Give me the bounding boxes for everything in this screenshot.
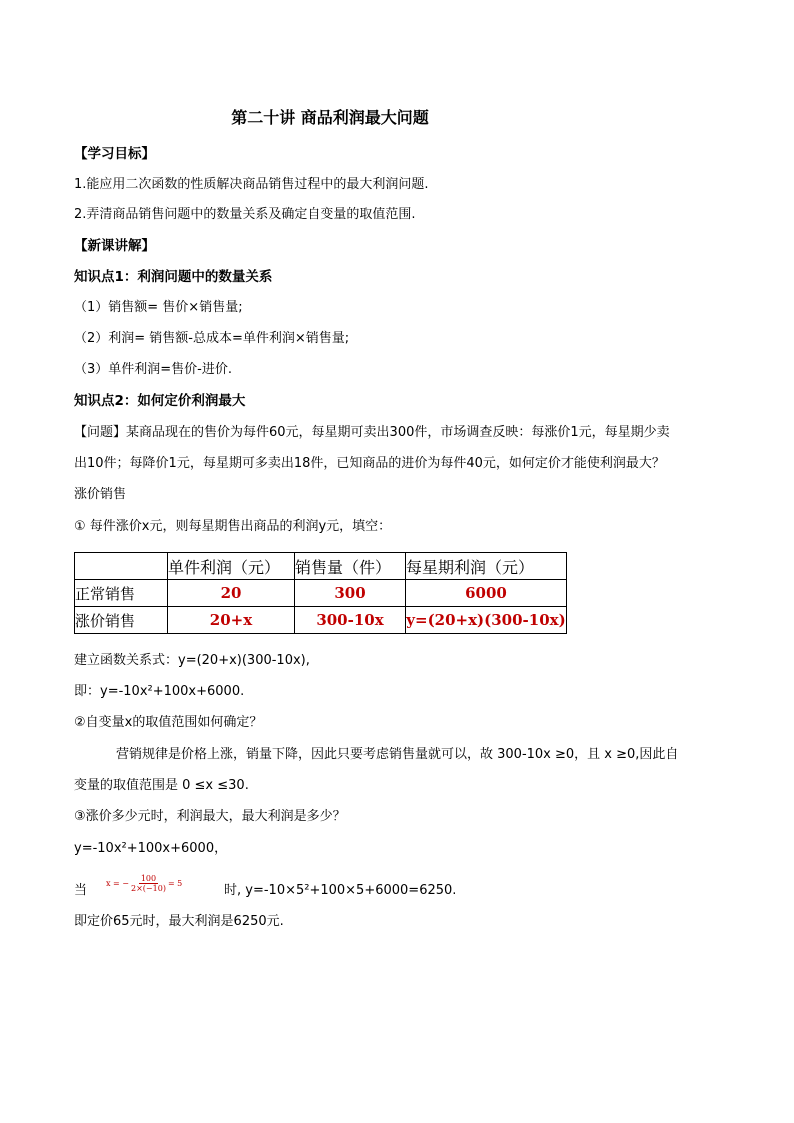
- table-row: [75, 607, 567, 634]
- step-3: ③涨价多少元时，利润最大，最大利润是多少？: [74, 809, 346, 824]
- goal-2: 2.弄清商品销售问题中的数量关系及确定自变量的取值范围.: [74, 207, 416, 222]
- lesson-header: 【新课讲解】: [74, 238, 155, 254]
- table-header-cell: 每星期利润（元）: [406, 553, 567, 580]
- formula-lhs: x = −: [106, 879, 130, 888]
- problem-line-2: 出10件；每降价1元，每星期可多卖出18件，已知商品的进价为每件40元，如何定价才能使利润最大？: [74, 456, 665, 471]
- weekly-profit-cell: 6000: [406, 580, 567, 607]
- page-title: 第二十讲 商品利润最大问题: [231, 108, 429, 127]
- function-relation: 建立函数关系式：y=(20+x)(300-10x),: [74, 653, 310, 668]
- table-row: [75, 580, 567, 607]
- formula-rhs: = 5: [167, 879, 183, 888]
- kp1-item-2: （2）利润= 销售额-总成本=单件利润×销售量;: [74, 331, 350, 346]
- when-label: 当: [74, 883, 88, 898]
- range-explanation-2: 变量的取值范围是 0 ≤x ≤30.: [74, 778, 249, 793]
- function-simplified: 即：y=-10x²+100x+6000.: [74, 684, 245, 699]
- volume-cell: 300: [295, 580, 406, 607]
- max-profit-calculation: 时, y=-10×5²+100×5+6000=6250.: [224, 883, 457, 898]
- range-explanation-1: 营销规律是价格上涨，销量下降，因此只要考虑销售量就可以，故 300-10x ≥0，且 x ≥0,因此自: [116, 747, 679, 762]
- kp1-item-1: （1）销售额= 售价×销售量;: [74, 300, 243, 315]
- step-2: ②自变量x的取值范围如何确定？: [74, 715, 263, 730]
- knowledge-point-1-title: 知识点1：利润问题中的数量关系: [74, 269, 273, 285]
- profit-table: [74, 552, 567, 634]
- unit-profit-cell: 20+x: [168, 607, 295, 634]
- table-header-cell: 单件利润（元）: [168, 553, 295, 580]
- unit-profit-cell: 20: [168, 580, 295, 607]
- kp1-item-3: （3）单件利润=售价-进价.: [74, 362, 232, 377]
- problem-line-1: 【问题】某商品现在的售价为每件60元，每星期可卖出300件，市场调查反映：每涨价1元，每星期少卖: [74, 425, 670, 440]
- table-header-cell: 销售量（件）: [295, 553, 406, 580]
- subsection-title: 涨价销售: [74, 487, 127, 502]
- row-label: 涨价销售: [75, 607, 168, 634]
- weekly-profit-cell: y=(20+x)(300-10x): [406, 607, 567, 634]
- formula-denominator: 2×(−10): [131, 884, 166, 893]
- volume-cell: 300-10x: [295, 607, 406, 634]
- conclusion: 即定价65元时，最大利润是6250元.: [74, 914, 284, 929]
- table-header-cell: [75, 553, 168, 580]
- row-label: 正常销售: [75, 580, 168, 607]
- goals-header: 【学习目标】: [74, 146, 155, 162]
- step-1: ① 每件涨价x元，则每星期售出商品的利润y元，填空：: [74, 519, 392, 534]
- goal-1: 1.能应用二次函数的性质解决商品销售过程中的最大利润问题.: [74, 177, 429, 192]
- formula-numerator: 100: [140, 874, 157, 883]
- function-repeat: y=-10x²+100x+6000，: [74, 841, 228, 856]
- vertex-formula: [106, 874, 182, 893]
- table-header-row: [75, 553, 567, 580]
- formula-fraction: [131, 874, 166, 893]
- knowledge-point-2-title: 知识点2：如何定价利润最大: [74, 393, 246, 409]
